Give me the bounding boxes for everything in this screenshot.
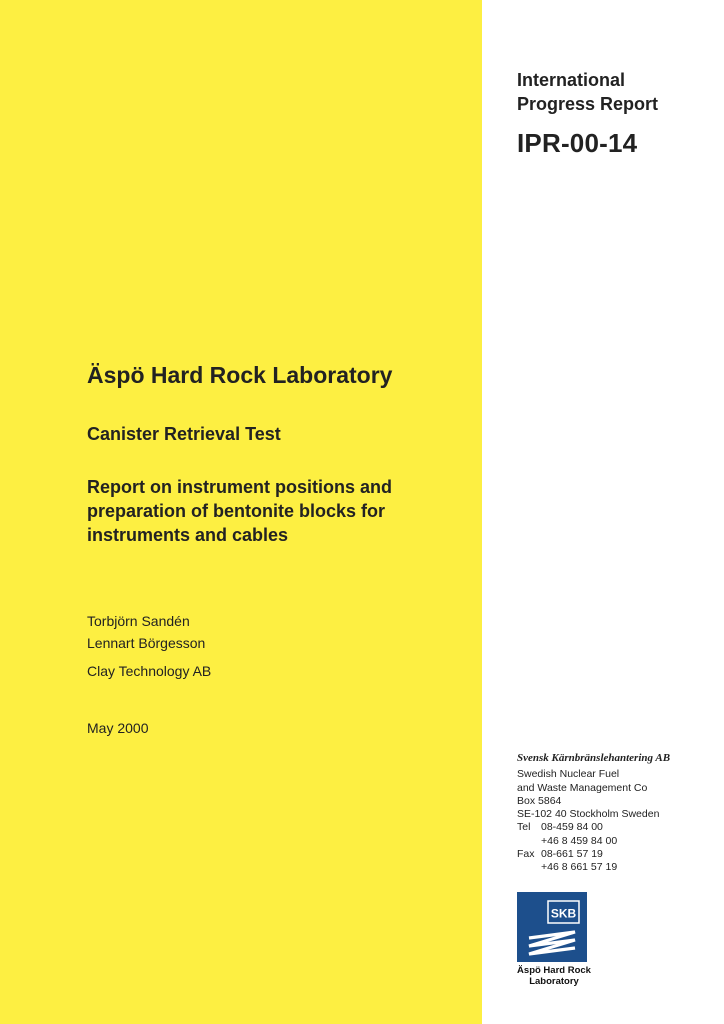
publisher-line-4: SE-102 40 Stockholm Sweden [517, 808, 660, 821]
tel-row-1 [517, 821, 670, 834]
author-2: Lennart Börgesson [87, 635, 206, 651]
publication-date: May 2000 [87, 720, 149, 736]
publisher-line-3: Box 5864 [517, 794, 562, 807]
publisher-line-1: Swedish Nuclear Fuel [517, 768, 620, 781]
tel-number-1: 08-459 84 00 [541, 821, 603, 834]
lab-title: Äspö Hard Rock Laboratory [87, 362, 393, 388]
skb-logo-mark [517, 892, 587, 962]
tel-number-2: +46 8 459 84 00 [541, 834, 618, 847]
series-line-2: Progress Report [517, 94, 659, 114]
publisher-company: Svensk Kärnbränslehantering AB [517, 752, 671, 764]
logo-caption-line-1: Äspö Hard Rock [517, 965, 591, 976]
report-subtitle: Canister Retrieval Test [87, 424, 281, 444]
report-series [517, 68, 658, 116]
report-id: IPR-00-14 [517, 128, 638, 158]
fax-row-1 [517, 848, 670, 861]
skb-logo-letters: SKB [550, 906, 577, 921]
tel-label: Tel [517, 821, 531, 834]
fax-label: Fax [517, 848, 535, 861]
publisher-line-2: and Waste Management Co [517, 781, 648, 794]
logo-caption-line-2: Laboratory [529, 975, 579, 987]
fax-row-2 [517, 861, 670, 874]
publisher-contact [517, 752, 670, 875]
fax-number-1: 08-661 57 19 [541, 848, 603, 861]
series-line-1: International [517, 70, 626, 90]
author-organization: Clay Technology AB [87, 663, 212, 679]
author-1: Torbjörn Sandén [87, 613, 190, 629]
authors [87, 610, 205, 654]
skb-logo [517, 892, 591, 987]
logo-caption [517, 966, 591, 987]
report-title: Report on instrument positions and preparation of bentonite blocks for instruments and cables [87, 477, 392, 545]
tel-row-2 [517, 835, 670, 848]
fax-number-2: +46 8 661 57 19 [541, 861, 618, 874]
